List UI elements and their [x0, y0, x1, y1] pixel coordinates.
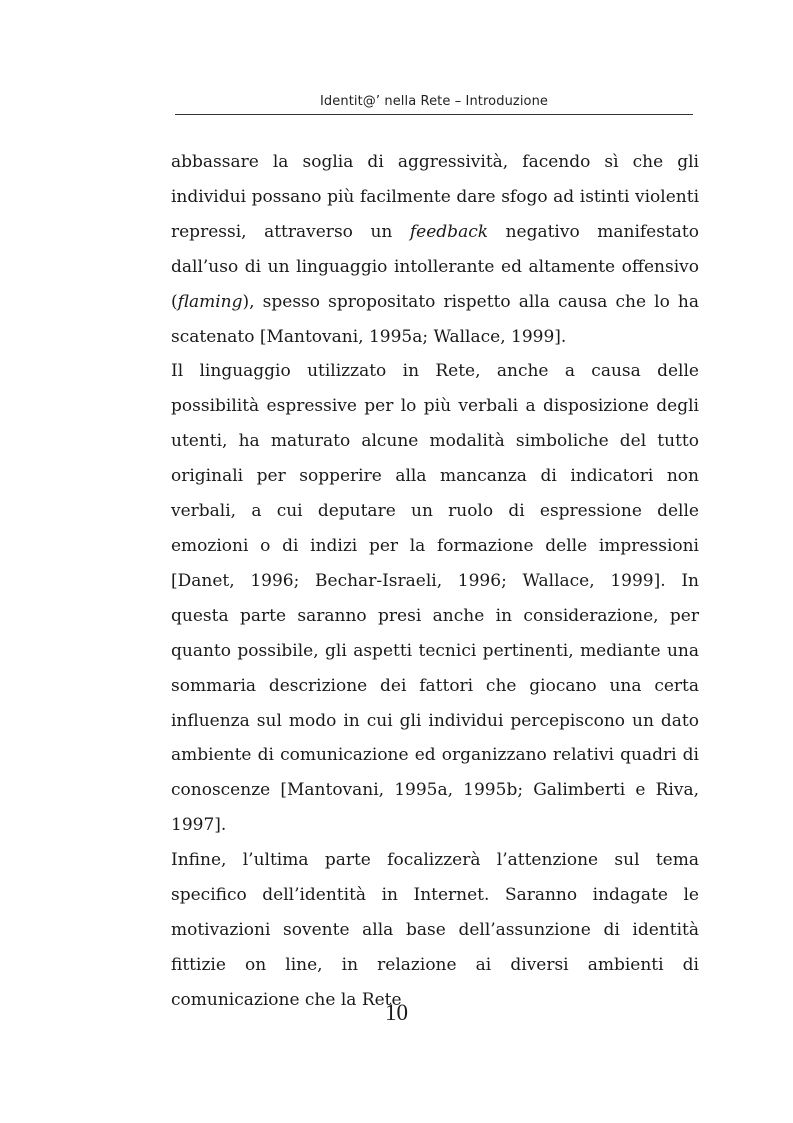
italic-term-feedback: feedback [409, 221, 489, 242]
italic-term-flaming: flaming [177, 291, 243, 312]
header-rule [175, 114, 693, 115]
body-text [171, 145, 699, 1018]
paragraph: Infine, l’ultima parte focalizzerà l’attenzione sul tema specifico dell’identità in Internet. Saranno indagate le motivazioni sovente alla base dell’assunzione di identità fittizie on line, in relazione ai diversi ambienti di comunicazione che la Rete [171, 850, 699, 1010]
paragraph [171, 145, 699, 354]
paragraph-text: abbassare la soglia di aggressività, facendo sì che gli individui possano più facilmente dare sfogo ad istinti violenti repressi, attraverso un [171, 152, 699, 242]
paragraph-text: negativo manifestato dall’uso di un linguaggio intollerante ed altamente offensivo ( [171, 221, 699, 312]
paragraph: Il linguaggio utilizzato in Rete, anche a causa delle possibilità espressive per lo più verbali a disposizione degli utenti, ha maturato alcune modalità simboliche del tutto originali per sopperire alla mancanza di indicatori non verbali, a cui deputare un ruolo di espressione delle emozioni o di indizi per la formazione delle impressioni [Danet, 1996; Bechar-Israeli, 1996; Wallace, 1999]. In questa parte saranno presi anche in considerazione, per quanto possibile, gli aspetti tecnici pertinenti, mediante una sommaria descrizione dei fattori che giocano una certa influenza sul modo in cui gli individui percepiscono un dato ambiente di comunicazione ed organizzano relativi quadri di conoscenze [Mantovani, 1995a, 1995b; Galimberti e Riva, 1997]. [171, 361, 699, 836]
paragraph-text: ), spesso spropositato rispetto alla causa che lo ha scatenato [Mantovani, 1995a; Wallace, 1999]. [171, 291, 699, 347]
running-header: Identit@’ nella Rete – Introduzione [319, 94, 549, 109]
page-number: 10 [385, 1000, 408, 1025]
